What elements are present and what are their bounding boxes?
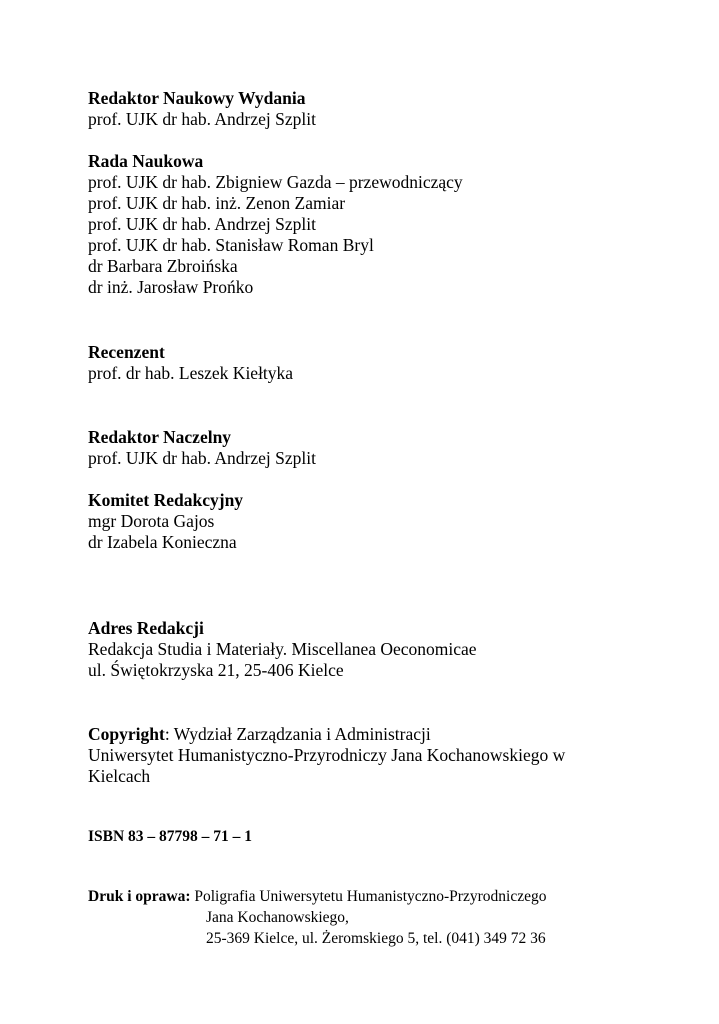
section-druk-i-oprawa	[88, 886, 546, 949]
section-line: Kielcach	[88, 766, 151, 786]
druk-first-line	[88, 886, 546, 907]
section-line: prof. UJK dr hab. Zbigniew Gazda – przewodniczący	[88, 172, 463, 192]
section-line: ul. Świętokrzyska 21, 25-406 Kielce	[88, 660, 344, 680]
section-line: prof. UJK dr hab. Stanisław Roman Bryl	[88, 235, 374, 255]
section-heading: Redaktor Naczelny	[88, 427, 232, 447]
section-line: dr inż. Jarosław Prońko	[88, 277, 254, 297]
section-heading: Adres Redakcji	[88, 618, 204, 638]
section-heading: Recenzent	[88, 342, 165, 362]
section-komitet-redakcyjny	[88, 490, 243, 553]
section-redaktor-naukowy	[88, 88, 316, 130]
isbn: ISBN 83 – 87798 – 71 – 1	[88, 828, 253, 845]
section-rada-naukowa	[88, 151, 463, 298]
section-redaktor-naczelny	[88, 427, 316, 469]
section-copyright	[88, 724, 565, 787]
copyright-first-line	[88, 724, 565, 745]
section-line: 25-369 Kielce, ul. Żeromskiego 5, tel. (041) 349 72 36	[206, 930, 546, 947]
section-line: dr Barbara Zbroińska	[88, 256, 238, 276]
section-line: prof. UJK dr hab. Andrzej Szplit	[88, 448, 316, 468]
section-line: prof. UJK dr hab. Andrzej Szplit	[88, 109, 316, 129]
druk-text: Poligrafia Uniwersytetu Humanistyczno-Przyrodniczego	[190, 888, 547, 905]
section-line: Jana Kochanowskiego,	[206, 909, 349, 926]
section-recenzent	[88, 342, 293, 384]
section-line: Redakcja Studia i Materiały. Miscellanea Oeconomicae	[88, 639, 477, 659]
section-heading: Redaktor Naukowy Wydania	[88, 88, 306, 108]
section-line: prof. dr hab. Leszek Kiełtyka	[88, 363, 294, 383]
druk-label: Druk i oprawa:	[88, 888, 191, 905]
section-heading: Rada Naukowa	[88, 151, 204, 171]
copyright-text: : Wydział Zarządzania i Administracji	[164, 724, 431, 744]
section-line: dr Izabela Konieczna	[88, 532, 237, 552]
section-line: mgr Dorota Gajos	[88, 511, 215, 531]
section-line: prof. UJK dr hab. Andrzej Szplit	[88, 214, 316, 234]
section-heading: Komitet Redakcyjny	[88, 490, 244, 510]
section-line: Uniwersytet Humanistyczno-Przyrodniczy Jana Kochanowskiego w	[88, 745, 566, 765]
section-adres-redakcji	[88, 618, 477, 681]
copyright-label: Copyright	[88, 724, 165, 744]
section-line: prof. UJK dr hab. inż. Zenon Zamiar	[88, 193, 346, 213]
